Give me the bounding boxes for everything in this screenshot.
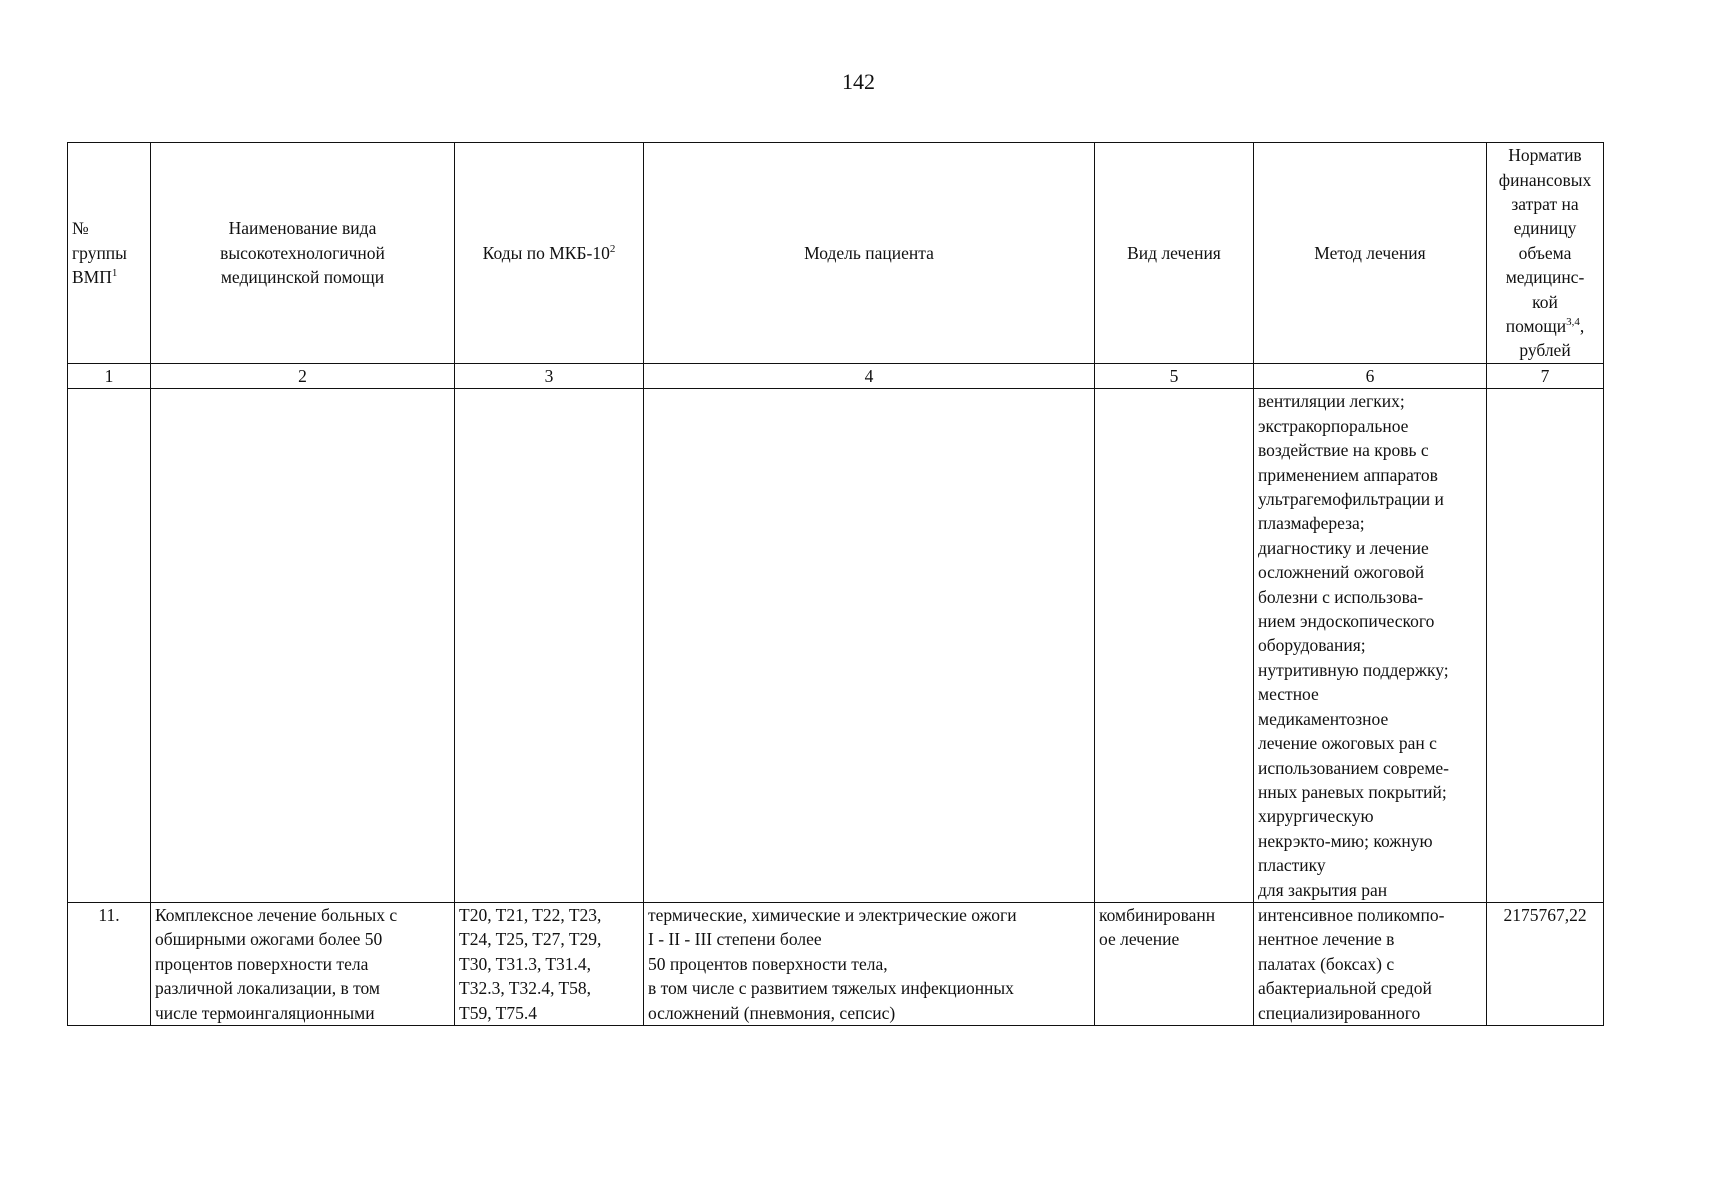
- treatment-method-cell: вентиляции легких; экстракорпоральное воздействие на кровь с применением аппаратов ультрагемофильтрации и плазмафереза; диагностику и лечение осложнений ожоговой болезни с использова- нием эндоскопического оборудования; нутритивную поддержку; местное медикаментозное лечение ожоговых ран с использованием совреме- нных раневых покрытий; хирургическую некрэкто-мию; кожную пластику для закрытия ран: [1254, 389, 1487, 903]
- column-numbers-row: [68, 364, 1604, 389]
- table-cell-empty: [1487, 389, 1604, 903]
- page-number: 142: [842, 69, 875, 94]
- treatment-type-cell: комбинированн ое лечение: [1095, 902, 1254, 1025]
- column-number: 2: [151, 364, 455, 389]
- column-number: 6: [1254, 364, 1487, 389]
- column-number: 1: [68, 364, 151, 389]
- table-cell-empty: [644, 389, 1095, 903]
- header-icd-codes: Коды по МКБ-$10^2$: [455, 143, 644, 364]
- patient-model-cell: термические, химические и электрические ожоги I - II - III степени более 50 процентов поверхности тела, в том числе с развитием тяжелых инфекционных осложнений (пневмония, сепсис): [644, 902, 1095, 1025]
- table-cell-empty: [68, 389, 151, 903]
- column-number: 7: [1487, 364, 1604, 389]
- table-cell-empty: [1095, 389, 1254, 903]
- column-number: 3: [455, 364, 644, 389]
- header-group-number: № группы ВМП$^1$: [68, 143, 151, 364]
- group-number-cell: 11.: [68, 902, 151, 1025]
- column-number: 4: [644, 364, 1095, 389]
- header-cost-norm: Норматив финансовых затрат на единицу объема медицинс- кой помощи$^{3,4}$, рублей: [1487, 143, 1604, 364]
- header-treatment-type: Вид лечения: [1095, 143, 1254, 364]
- column-number: 5: [1095, 364, 1254, 389]
- header-care-name: Наименование вида высокотехнологичной медицинской помощи: [151, 143, 455, 364]
- cost-cell: 2175767,22: [1487, 902, 1604, 1025]
- table-cell-empty: [455, 389, 644, 903]
- vmp-table: [67, 142, 1604, 1026]
- table-cell-empty: [151, 389, 455, 903]
- table-row-11: [68, 902, 1604, 1025]
- treatment-method-cell: интенсивное поликомпо- нентное лечение в палатах (боксах) с абактериальной средой специализированного: [1254, 902, 1487, 1025]
- header-row: [68, 143, 1604, 364]
- care-name-cell: Комплексное лечение больных с обширными ожогами более 50 процентов поверхности тела различной локализации, в том числе термоингаляционными: [151, 902, 455, 1025]
- icd-codes-cell: T20, T21, T22, T23, T24, T25, T27, T29, T30, T31.3, T31.4, T32.3, T32.4, T58, T59, T75.4: [455, 902, 644, 1025]
- header-patient-model: Модель пациента: [644, 143, 1095, 364]
- header-treatment-method: Метод лечения: [1254, 143, 1487, 364]
- table-row-continued: [68, 389, 1604, 903]
